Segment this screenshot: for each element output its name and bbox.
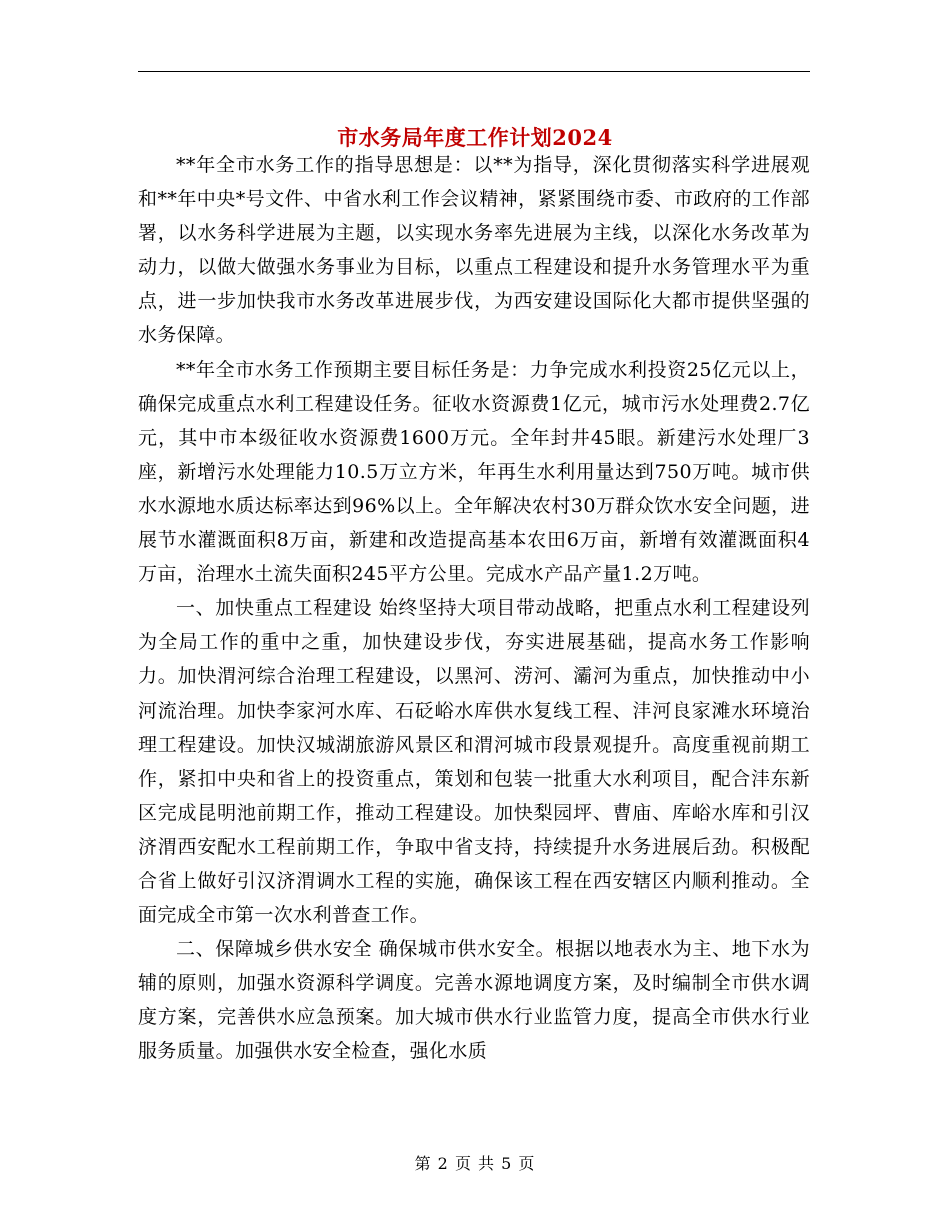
paragraph-guiding-thought: **年全市水务工作的指导思想是：以**为指导，深化贯彻落实科学进展观和**年中央*号文件、中省水利工作会议精神，紧紧围绕市委、市政府的工作部署，以水务科学进展为主题，以实现水务率先进展为主线，以深化水务改革为动力，以做大做强水务事业为目标，以重点工程建设和提升水务管理水平为重点，进一步加快我市水务改革进展步伐，为西安建设国际化大都市提供坚强的水务保障。 bbox=[138, 154, 810, 347]
paragraph-key-projects: 一、加快重点工程建设 始终坚持大项目带动战略，把重点水利工程建设列为全局工作的重中之重，加快建设步伐，夯实进展基础，提高水务工作影响力。加快渭河综合治理工程建设，以黑河、涝河、灞河为重点，加快推动中小河流治理。加快李家河水库、石砭峪水库供水复线工程、沣河良家滩水环境治理工程建设。加快汉城湖旅游风景区和渭河城市段景观提升。高度重视前期工作，紧扣中央和省上的投资重点，策划和包装一批重大水利项目，配合沣东新区完成昆明池前期工作，推动工程建设。加快梨园坪、曹庙、库峪水库和引汉济渭西安配水工程前期工作，争取中省支持，持续提升水务进展后劲。积极配合省上做好引汉济渭调水工程的实施，确保该工程在西安辖区内顺利推动。全面完成全市第一次水利普查工作。 bbox=[138, 597, 810, 927]
paragraph-main-targets: **年全市水务工作预期主要目标任务是：力争完成水利投资25亿元以上，确保完成重点水利工程建设任务。征收水资源费1亿元，城市污水处理费2.7亿元，其中市本级征收水资源费1600万元。全年封井45眼。新建污水处理厂3座，新增污水处理能力10.5万立方米，年再生水利用量达到750万吨。城市供水水源地水质达标率达到96%以上。全年解决农村30万群众饮水安全问题，进展节水灌溉面积8万亩，新建和改造提高基本农田6万亩，新增有效灌溉面积4万亩，治理水土流失面积245平方公里。完成水产品产量1.2万吨。 bbox=[138, 358, 810, 586]
document-title: 市水务局年度工作计划2024 bbox=[337, 125, 613, 151]
page-number-footer: 第 2 页 共 5 页 bbox=[414, 1154, 536, 1173]
paragraph-water-supply-safety: 二、保障城乡供水安全 确保城市供水安全。根据以地表水为主、地下水为辅的原则，加强水资源科学调度。完善水源地调度方案，及时编制全市供水调度方案，完善供水应急预案。加大城市供水行业监管力度，提高全市供水行业服务质量。加强供水安全检查，强化水质 bbox=[138, 938, 810, 1063]
header-rule bbox=[138, 71, 810, 72]
document-body bbox=[138, 148, 810, 1069]
